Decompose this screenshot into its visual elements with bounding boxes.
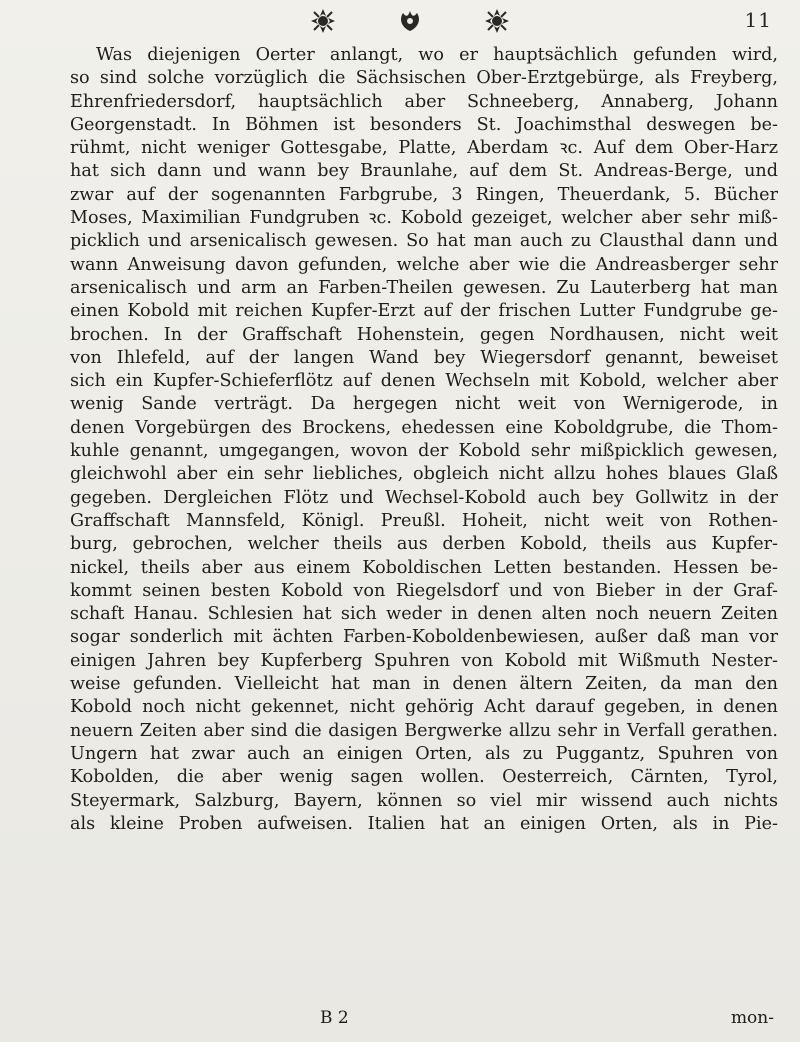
- text-line: kuhle genannt, umgegangen, wovon der Kobold sehr mißpicklich gewesen,: [70, 441, 778, 462]
- text-line: brochen. In der Graffschaft Hohenstein, gegen Nordhausen, nicht weit: [70, 324, 778, 345]
- text-line: als kleine Proben aufweisen. Italien hat an einigen Orten, als in Pie-: [70, 813, 778, 834]
- text-line: Graffschaft Mannsfeld, Königl. Preußl. Hoheit, nicht weit von Rothen-: [70, 510, 778, 531]
- text-line: schaft Hanau. Schlesien hat sich weder in denen alten noch neuern Zeiten: [70, 604, 778, 625]
- page-number: 11: [744, 8, 772, 32]
- text-line: neuern Zeiten aber sind die dasigen Bergwerke allzu sehr in Verfall gerathen.: [70, 720, 778, 741]
- text-line: von Ihlefeld, auf der langen Wand bey Wiegersdorf genannt, beweiset: [70, 347, 778, 368]
- text-line: zwar auf der sogenannten Farbgrube, 3 Ringen, Theuerdank, 5. Bücher: [70, 184, 778, 205]
- text-line: Was diejenigen Oerter anlangt, wo er hauptsächlich gefunden wird,: [96, 45, 778, 65]
- body-text: [70, 44, 778, 836]
- header-ornaments: [310, 6, 510, 36]
- text-line: gleichwohl aber ein sehr liebliches, obgleich nicht allzu hohes blaues Glaß: [70, 464, 778, 485]
- text-line: wenig Sande verträgt. Da hergegen nicht weit von Wernigerode, in: [70, 394, 778, 415]
- text-line: Kobolden, die aber wenig sagen wollen. Oesterreich, Cärnten, Tyrol,: [70, 767, 778, 788]
- text-line: rühmt, nicht weniger Gottesgabe, Platte, Aberdam ꝛc. Auf dem Ober-Harz: [70, 138, 778, 159]
- text-line: arsenicalisch und arm an Farben-Theilen gewesen. Zu Lauterberg hat man: [70, 277, 778, 298]
- text-line: nickel, theils aber aus einem Koboldischen Letten bestanden. Hessen be-: [70, 557, 778, 578]
- fleuron-icon: [310, 8, 336, 34]
- text-line: hat sich dann und wann bey Braunlahe, auf dem St. Andreas-Berge, und: [70, 161, 778, 182]
- text-line: Georgenstadt. In Böhmen ist besonders St. Joachimsthal deswegen be-: [70, 114, 778, 135]
- text-line: gegeben. Dergleichen Flötz und Wechsel-Kobold auch bey Gollwitz in der: [70, 487, 778, 508]
- leaf-ornament-icon: [397, 9, 423, 33]
- text-line: einen Kobold mit reichen Kupfer-Erzt auf der frischen Lutter Fundgrube ge-: [70, 301, 778, 322]
- text-line: sich ein Kupfer-Schieferflötz auf denen Wechseln mit Kobold, welcher aber: [70, 371, 778, 392]
- text-line: weise gefunden. Vielleicht hat man in denen ältern Zeiten, da man den: [70, 674, 778, 695]
- fleuron-icon: [484, 8, 510, 34]
- text-line: sogar sonderlich mit ächten Farben-Koboldenbewiesen, außer daß man vor: [70, 627, 778, 648]
- text-line: so sind solche vorzüglich die Sächsischen Ober-Erztgebürge, als Freyberg,: [70, 68, 778, 89]
- catchword: mon-: [730, 1008, 774, 1028]
- signature-mark: B 2: [320, 1008, 349, 1028]
- text-line: kommt seinen besten Kobold von Riegelsdorf und von Bieber in der Graf-: [70, 580, 778, 601]
- text-line: Kobold noch nicht gekennet, nicht gehörig Acht darauf gegeben, in denen: [70, 697, 778, 718]
- text-line: Ungern hat zwar auch an einigen Orten, als zu Puggantz, Spuhren von: [70, 743, 778, 764]
- text-line: picklich und arsenicalisch gewesen. So hat man auch zu Clausthal dann und: [70, 231, 778, 252]
- page-footer: [320, 1008, 780, 1028]
- text-line: burg, gebrochen, welcher theils aus derben Kobold, theils aus Kupfer-: [70, 534, 778, 555]
- text-line: Moses, Maximilian Fundgruben ꝛc. Kobold gezeiget, welcher aber sehr miß-: [70, 208, 778, 229]
- text-line: einigen Jahren bey Kupferberg Spuhren von Kobold mit Wißmuth Nester-: [70, 650, 778, 671]
- text-line: wann Anweisung davon gefunden, welche aber wie die Andreasberger sehr: [70, 254, 778, 275]
- text-line: Steyermark, Salzburg, Bayern, können so viel mir wissend auch nichts: [70, 790, 778, 811]
- text-line: denen Vorgebürgen des Brockens, ehedessen eine Koboldgrube, die Thom-: [70, 417, 778, 438]
- text-line: Ehrenfriedersdorf, hauptsächlich aber Schneeberg, Annaberg, Johann: [70, 91, 778, 112]
